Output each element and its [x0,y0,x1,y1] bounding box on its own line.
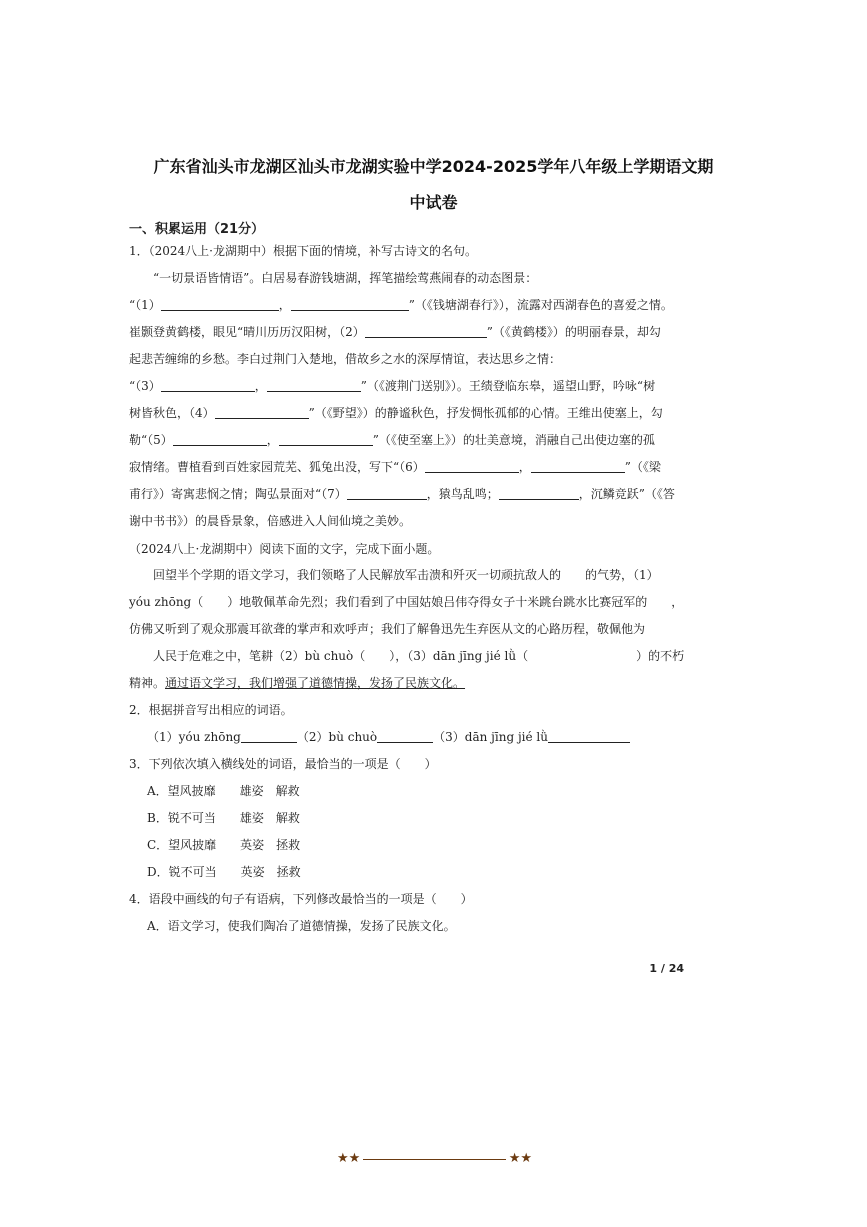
question-2-stem: 2．根据拼音写出相应的词语。 [129,703,293,717]
option-a[interactable]: A．望风披靡 雄姿 解救 [147,784,300,798]
document-title-line-1: 广东省汕头市龙湖区汕头市龙湖实验中学2024-2025学年八年级上学期语文期 [153,157,714,176]
answer-blank[interactable] [173,433,267,446]
section-heading: 一、积累运用（21分） [129,222,265,237]
question-1-line: 起悲苦缠绵的乡愁。李白过荆门入楚地，借故乡之水的深厚情谊，表达思乡之情： [129,352,562,366]
answer-blank[interactable] [241,730,297,743]
question-1-line: 崔颢登黄鹤楼，眼见“晴川历历汉阳树，（2） ”（《黄鹤楼》）的明丽春景，却勾 [129,325,661,339]
option-a[interactable]: A．语文学习，使我们陶冶了道德情操，发扬了民族文化。 [147,919,456,933]
passage-line: 人民于危难之中，笔耕（2）bù chuò（ ），（3）dān jīng jié lǜ（ ）的不朽 [153,649,685,663]
question-1-line: “（3） ， ”（《渡荆门送别》）。王绩登临东皋，遥望山野，吟咏“树 [129,379,656,393]
passage-stem: （2024八上·龙湖期中）阅读下面的文字，完成下面小题。 [129,542,440,556]
question-1-line: 勒“（5） ， ”（《使至塞上》）的壮美意境，消融自己出使边塞的孤 [129,433,655,447]
page-number: 1 / 24 [649,962,684,975]
question-1-stem: 1．（2024八上·龙湖期中）根据下面的情境，补写古诗文的名句。 [129,244,477,258]
passage-line: 回望半个学期的语文学习，我们领略了人民解放军击溃和歼灭一切顽抗敌人的 的气势，（1） [153,568,659,582]
answer-blank[interactable] [215,406,309,419]
passage-line: 精神。通过语文学习，我们增强了道德情操，发扬了民族文化。 [129,676,466,690]
question-4-stem: 4．语段中画线的句子有语病，下列修改最恰当的一项是（ ） [129,892,473,906]
answer-blank[interactable] [531,460,625,473]
answer-blank[interactable] [161,298,279,311]
question-1-line: “（1） ， ”（《钱塘湖春行》），流露对西湖春色的喜爱之情。 [129,298,673,312]
answer-blank[interactable] [267,379,361,392]
question-2-answers: （1）yóu zhōng （2）bù chuò （3）dān jīng jié lǜ [147,729,630,745]
question-3-stem: 3．下列依次填入横线处的词语，最恰当的一项是（ ） [129,757,437,771]
document-title-line-2: 中试卷 [409,193,458,212]
answer-blank[interactable] [425,460,519,473]
option-d[interactable]: D．锐不可当 英姿 拯救 [147,865,301,879]
question-1-intro: “一切景语皆情语”。白居易春游钱塘湖，挥笔描绘莺燕闹春的动态图景： [153,271,538,285]
answer-blank[interactable] [291,298,409,311]
option-b[interactable]: B．锐不可当 雄姿 解救 [147,811,300,825]
question-1-line: 寂情绪。曹植看到百姓家园荒芜、狐兔出没，写下“（6） ， ”（《梁 [129,460,661,474]
answer-blank[interactable] [377,730,433,743]
answer-blank[interactable] [279,433,373,446]
underlined-sentence: 通过语文学习，我们增强了道德情操，发扬了民族文化。 [165,676,466,690]
answer-blank[interactable] [347,487,427,500]
option-c[interactable]: C．望风披靡 英姿 拯救 [147,838,301,852]
answer-blank[interactable] [499,487,579,500]
star-icon: ★★ [508,1151,532,1166]
passage-line: 仿佛又听到了观众那震耳欲聋的掌声和欢呼声；我们了解鲁迅先生弃医从文的心路历程，敬佩他为 [129,622,646,636]
answer-blank[interactable] [161,379,255,392]
question-1-line: 谢中书书》）的晨昏景象，倍感进入人间仙境之美妙。 [129,514,412,528]
passage-line: yóu zhōng（ ）地敬佩革命先烈；我们看到了中国姑娘吕伟夺得女子十米跳台跳水比赛冠军的 ， [129,595,684,609]
question-1-line: 树皆秋色，（4） ”（《野望》）的静谧秋色，抒发惆怅孤郁的心情。王维出使塞上，勾 [129,406,663,420]
footer-rule [363,1159,506,1160]
question-1-line: 甫行》）寄寓悲悯之情；陶弘景面对“（7） ，猿鸟乱鸣； ，沉鳞竞跃”（《答 [129,487,675,501]
star-icon: ★★ [337,1151,361,1166]
answer-blank[interactable] [548,730,630,743]
answer-blank[interactable] [365,325,487,338]
footer-ornament [337,1150,532,1168]
